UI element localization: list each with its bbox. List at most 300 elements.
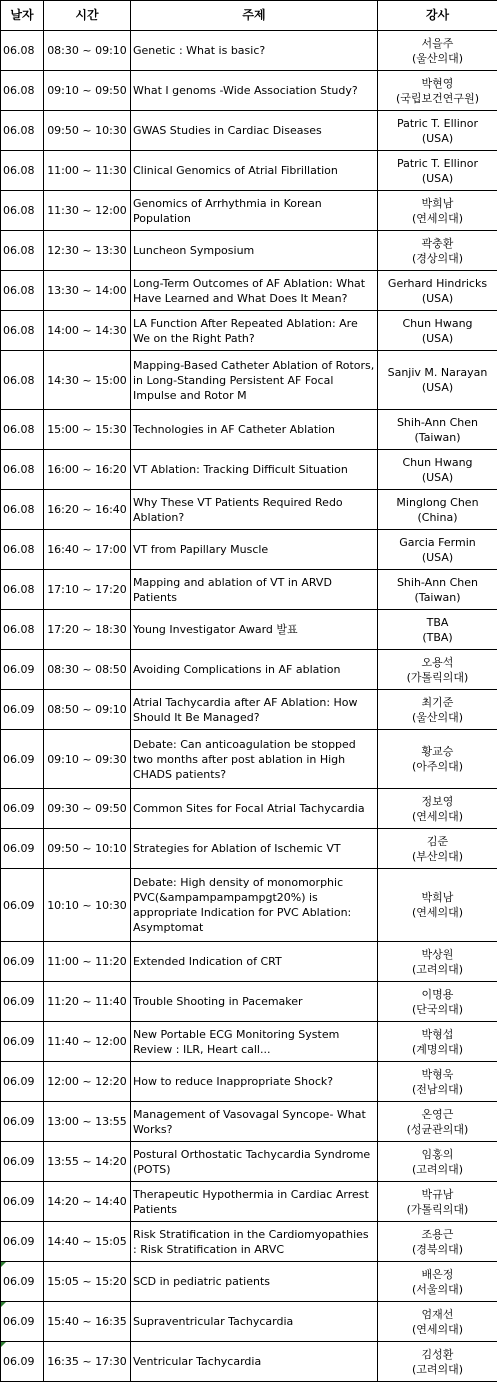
session-time [44, 1182, 131, 1222]
table-row [1, 1302, 497, 1342]
session-time [44, 231, 131, 271]
session-time [44, 71, 131, 111]
session-topic-text: New Portable ECG Monitoring System Review : ILR, Heart call... [133, 1028, 339, 1056]
session-date [1, 31, 44, 71]
session-time [44, 311, 131, 351]
speaker-name: 박형섭 [380, 1027, 495, 1042]
session-time [44, 1022, 131, 1062]
speaker-name: 황교승 [380, 744, 495, 759]
session-topic [131, 690, 378, 730]
session-time-text: 16:20 ~ 16:40 [47, 503, 127, 516]
speaker-name: Garcia Fermin [380, 535, 495, 550]
session-topic [131, 1342, 378, 1382]
speaker-affiliation: (연세의대) [380, 211, 495, 226]
session-speaker [378, 450, 497, 490]
session-topic [131, 1102, 378, 1142]
session-date-text: 06.09 [3, 753, 35, 766]
table-row [1, 570, 497, 610]
session-topic [131, 31, 378, 71]
comment-flag-icon [1, 1342, 6, 1347]
session-time [44, 111, 131, 151]
session-topic [131, 351, 378, 410]
session-speaker [378, 1222, 497, 1262]
session-date-text: 06.08 [3, 503, 35, 516]
speaker-name: Gerhard Hindricks [380, 276, 495, 291]
session-date-text: 06.09 [3, 1075, 35, 1088]
session-topic [131, 1062, 378, 1102]
table-row [1, 530, 497, 570]
session-time-text: 09:10 ~ 09:30 [47, 753, 127, 766]
session-date-text: 06.08 [3, 583, 35, 596]
session-time-text: 08:30 ~ 08:50 [47, 663, 127, 676]
session-date [1, 1022, 44, 1062]
speaker-name: 박현영 [380, 76, 495, 91]
session-topic [131, 490, 378, 530]
session-speaker [378, 490, 497, 530]
session-topic-text: Mapping-Based Catheter Ablation of Rotors, in Long-Standing Persistent AF Focal Impulse and Rotor M [133, 359, 374, 402]
speaker-name: 곽충환 [380, 236, 495, 251]
session-time-text: 11:00 ~ 11:20 [47, 955, 127, 968]
session-time [44, 982, 131, 1022]
table-row [1, 351, 497, 410]
session-time-text: 15:40 ~ 16:35 [47, 1315, 127, 1328]
table-row [1, 151, 497, 191]
header-row [1, 1, 497, 31]
session-time [44, 1342, 131, 1382]
speaker-name: 김성환 [380, 1347, 495, 1362]
table-row [1, 271, 497, 311]
session-time-text: 08:50 ~ 09:10 [47, 703, 127, 716]
session-topic [131, 191, 378, 231]
session-speaker [378, 1062, 497, 1102]
speaker-name: 박형욱 [380, 1067, 495, 1082]
speaker-affiliation: (고려의대) [380, 1362, 495, 1377]
speaker-affiliation: (TBA) [380, 630, 495, 645]
session-time [44, 410, 131, 450]
session-topic-text: What I genoms -Wide Association Study? [133, 84, 358, 97]
session-date-text: 06.09 [3, 1275, 35, 1288]
session-topic [131, 1222, 378, 1262]
session-date [1, 1142, 44, 1182]
session-date-text: 06.09 [3, 1235, 35, 1248]
session-time [44, 1142, 131, 1182]
session-date [1, 730, 44, 789]
session-time [44, 1062, 131, 1102]
session-time [44, 490, 131, 530]
session-date [1, 231, 44, 271]
header-speaker: 강사 [378, 1, 497, 31]
speaker-name: 임홍의 [380, 1147, 495, 1162]
session-speaker [378, 71, 497, 111]
speaker-name: 이명용 [380, 987, 495, 1002]
session-date-text: 06.08 [3, 164, 35, 177]
session-date [1, 982, 44, 1022]
speaker-name: 박희남 [380, 890, 495, 905]
speaker-affiliation: (성균관의대) [380, 1122, 495, 1137]
session-topic [131, 111, 378, 151]
session-speaker [378, 1102, 497, 1142]
session-date-text: 06.08 [3, 623, 35, 636]
speaker-name: 박상원 [380, 947, 495, 962]
session-date-text: 06.09 [3, 1115, 35, 1128]
session-time-text: 13:00 ~ 13:55 [47, 1115, 127, 1128]
speaker-affiliation: (USA) [380, 291, 495, 306]
table-row [1, 450, 497, 490]
session-speaker [378, 231, 497, 271]
session-time-text: 11:30 ~ 12:00 [47, 204, 127, 217]
session-topic-text: Trouble Shooting in Pacemaker [133, 995, 303, 1008]
session-date [1, 829, 44, 869]
speaker-name: 정보영 [380, 794, 495, 809]
session-time-text: 13:30 ~ 14:00 [47, 284, 127, 297]
session-topic-text: Supraventricular Tachycardia [133, 1315, 293, 1328]
session-date-text: 06.08 [3, 324, 35, 337]
speaker-name: 오용석 [380, 655, 495, 670]
session-time [44, 1302, 131, 1342]
table-row [1, 231, 497, 271]
session-time-text: 14:00 ~ 14:30 [47, 324, 127, 337]
speaker-affiliation: (아주의대) [380, 759, 495, 774]
session-date [1, 490, 44, 530]
session-time [44, 191, 131, 231]
session-topic-text: Long-Term Outcomes of AF Ablation: What Have Learned and What Does It Mean? [133, 277, 365, 305]
session-time [44, 1222, 131, 1262]
session-topic-text: LA Function After Repeated Ablation: Are We on the Right Path? [133, 317, 358, 345]
session-date [1, 111, 44, 151]
session-date [1, 610, 44, 650]
speaker-name: 엄재선 [380, 1307, 495, 1322]
session-time-text: 17:20 ~ 18:30 [47, 623, 127, 636]
session-date [1, 690, 44, 730]
session-date-text: 06.09 [3, 899, 35, 912]
session-topic-text: Atrial Tachycardia after AF Ablation: How Should It Be Managed? [133, 696, 358, 724]
table-row [1, 610, 497, 650]
session-topic-text: Common Sites for Focal Atrial Tachycardia [133, 802, 365, 815]
session-date-text: 06.09 [3, 1155, 35, 1168]
session-speaker [378, 191, 497, 231]
session-speaker [378, 311, 497, 351]
table-row [1, 869, 497, 942]
session-time [44, 530, 131, 570]
session-speaker [378, 570, 497, 610]
speaker-name: Patric T. Ellinor [380, 116, 495, 131]
session-time-text: 11:00 ~ 11:30 [47, 164, 127, 177]
session-date [1, 271, 44, 311]
session-topic [131, 151, 378, 191]
table-row [1, 111, 497, 151]
session-time [44, 829, 131, 869]
session-speaker [378, 869, 497, 942]
session-topic-text: Debate: Can anticoagulation be stopped two months after post ablation in High CHADS patients? [133, 738, 356, 781]
session-date-text: 06.08 [3, 463, 35, 476]
session-time-text: 16:35 ~ 17:30 [47, 1355, 127, 1368]
session-date-text: 06.09 [3, 995, 35, 1008]
speaker-name: Patric T. Ellinor [380, 156, 495, 171]
session-time [44, 730, 131, 789]
speaker-affiliation: (울산의대) [380, 710, 495, 725]
session-date [1, 1302, 44, 1342]
session-date-text: 06.09 [3, 1195, 35, 1208]
session-time [44, 271, 131, 311]
session-topic-text: Management of Vasovagal Syncope- What Works? [133, 1108, 366, 1136]
speaker-name: Minglong Chen [380, 495, 495, 510]
session-topic-text: Luncheon Symposium [133, 244, 254, 257]
session-time-text: 13:55 ~ 14:20 [47, 1155, 127, 1168]
session-topic [131, 942, 378, 982]
table-row [1, 942, 497, 982]
session-date-text: 06.08 [3, 284, 35, 297]
header-topic: 주제 [131, 1, 378, 31]
table-row [1, 1102, 497, 1142]
session-topic-text: Risk Stratification in the Cardiomyopathies : Risk Stratification in ARVC [133, 1228, 369, 1256]
speaker-affiliation: (고려의대) [380, 962, 495, 977]
session-speaker [378, 610, 497, 650]
session-speaker [378, 1262, 497, 1302]
session-speaker [378, 650, 497, 690]
session-topic [131, 570, 378, 610]
session-topic [131, 1022, 378, 1062]
table-row [1, 1022, 497, 1062]
speaker-affiliation: (USA) [380, 380, 495, 395]
speaker-affiliation: (USA) [380, 171, 495, 186]
table-row [1, 650, 497, 690]
session-date [1, 1222, 44, 1262]
session-date [1, 650, 44, 690]
session-topic [131, 610, 378, 650]
session-topic [131, 869, 378, 942]
session-date [1, 1062, 44, 1102]
table-row [1, 1342, 497, 1382]
session-date [1, 191, 44, 231]
session-time [44, 650, 131, 690]
speaker-affiliation: (가톨릭의대) [380, 1202, 495, 1217]
session-speaker [378, 1142, 497, 1182]
session-date [1, 351, 44, 410]
session-speaker [378, 1022, 497, 1062]
session-topic-text: Mapping and ablation of VT in ARVD Patients [133, 576, 332, 604]
session-time-text: 08:30 ~ 09:10 [47, 44, 127, 57]
session-date-text: 06.08 [3, 423, 35, 436]
session-time-text: 14:40 ~ 15:05 [47, 1235, 127, 1248]
session-time-text: 09:50 ~ 10:10 [47, 842, 127, 855]
table-row [1, 1142, 497, 1182]
speaker-name: Chun Hwang [380, 455, 495, 470]
speaker-affiliation: (국립보건연구원) [380, 91, 495, 106]
session-time-text: 16:00 ~ 16:20 [47, 463, 127, 476]
session-time-text: 09:30 ~ 09:50 [47, 802, 127, 815]
session-topic [131, 231, 378, 271]
table-row [1, 490, 497, 530]
speaker-affiliation: (경북의대) [380, 1242, 495, 1257]
session-time [44, 1102, 131, 1142]
session-time-text: 16:40 ~ 17:00 [47, 543, 127, 556]
speaker-affiliation: (가톨릭의대) [380, 670, 495, 685]
table-row [1, 1182, 497, 1222]
session-time-text: 14:20 ~ 14:40 [47, 1195, 127, 1208]
speaker-affiliation: (부산의대) [380, 849, 495, 864]
session-date-text: 06.09 [3, 802, 35, 815]
session-topic-text: Debate: High density of monomorphic PVC(&ampampampampgt20%) is appropriate Indication for PVC Ablation: Asymptomat [133, 876, 351, 934]
session-date-text: 06.09 [3, 955, 35, 968]
session-topic [131, 1182, 378, 1222]
session-time [44, 942, 131, 982]
session-topic-text: Technologies in AF Catheter Ablation [133, 423, 335, 436]
session-date-text: 06.08 [3, 84, 35, 97]
speaker-affiliation: (고려의대) [380, 1162, 495, 1177]
session-topic [131, 982, 378, 1022]
session-time [44, 610, 131, 650]
session-topic-text: SCD in pediatric patients [133, 1275, 270, 1288]
session-date [1, 530, 44, 570]
session-speaker [378, 410, 497, 450]
table-row [1, 71, 497, 111]
session-date [1, 450, 44, 490]
speaker-name: 조용근 [380, 1227, 495, 1242]
table-row [1, 410, 497, 450]
table-row [1, 1262, 497, 1302]
session-date [1, 151, 44, 191]
speaker-affiliation: (Taiwan) [380, 590, 495, 605]
table-row [1, 1062, 497, 1102]
speaker-name: 최기준 [380, 695, 495, 710]
session-speaker [378, 982, 497, 1022]
session-topic-text: Genetic : What is basic? [133, 44, 265, 57]
speaker-name: 서을주 [380, 36, 495, 51]
session-topic-text: Clinical Genomics of Atrial Fibrillation [133, 164, 338, 177]
table-header [1, 1, 497, 31]
session-date-text: 06.08 [3, 204, 35, 217]
session-speaker [378, 1182, 497, 1222]
speaker-affiliation: (연세의대) [380, 905, 495, 920]
session-time-text: 12:00 ~ 12:20 [47, 1075, 127, 1088]
speaker-affiliation: (단국의대) [380, 1002, 495, 1017]
session-date [1, 311, 44, 351]
speaker-affiliation: (USA) [380, 331, 495, 346]
session-date-text: 06.08 [3, 124, 35, 137]
session-topic [131, 271, 378, 311]
comment-flag-icon [1, 1302, 6, 1307]
header-date: 날자 [1, 1, 44, 31]
session-topic-text: Extended Indication of CRT [133, 955, 282, 968]
session-speaker [378, 690, 497, 730]
table-row [1, 982, 497, 1022]
session-topic-text: Therapeutic Hypothermia in Cardiac Arrest Patients [133, 1188, 369, 1216]
session-topic-text: VT from Papillary Muscle [133, 543, 268, 556]
session-time-text: 11:40 ~ 12:00 [47, 1035, 127, 1048]
session-date-text: 06.09 [3, 1035, 35, 1048]
session-topic-text: Strategies for Ablation of Ischemic VT [133, 842, 341, 855]
session-time-text: 09:10 ~ 09:50 [47, 84, 127, 97]
session-speaker [378, 730, 497, 789]
session-time [44, 31, 131, 71]
session-time [44, 869, 131, 942]
session-time [44, 450, 131, 490]
speaker-name: 김준 [380, 834, 495, 849]
table-row [1, 690, 497, 730]
session-topic-text: Avoiding Complications in AF ablation [133, 663, 340, 676]
speaker-affiliation: (전남의대) [380, 1082, 495, 1097]
speaker-name: 박희남 [380, 196, 495, 211]
session-topic [131, 829, 378, 869]
session-date [1, 942, 44, 982]
session-date-text: 06.08 [3, 244, 35, 257]
speaker-affiliation: (USA) [380, 470, 495, 485]
session-time [44, 151, 131, 191]
table-row [1, 1222, 497, 1262]
session-topic [131, 530, 378, 570]
session-topic [131, 789, 378, 829]
session-date [1, 869, 44, 942]
session-topic [131, 410, 378, 450]
session-speaker [378, 31, 497, 71]
table-row [1, 311, 497, 351]
session-date [1, 1102, 44, 1142]
speaker-affiliation: (USA) [380, 550, 495, 565]
session-speaker [378, 942, 497, 982]
session-date-text: 06.09 [3, 1315, 35, 1328]
speaker-name: 온영근 [380, 1107, 495, 1122]
session-date-text: 06.08 [3, 44, 35, 57]
session-date-text: 06.09 [3, 663, 35, 676]
session-topic [131, 650, 378, 690]
table-row [1, 730, 497, 789]
session-time-text: 12:30 ~ 13:30 [47, 244, 127, 257]
speaker-name: Shih-Ann Chen [380, 415, 495, 430]
session-date [1, 789, 44, 829]
session-time [44, 351, 131, 410]
session-topic-text: Young Investigator Award 발표 [133, 623, 298, 636]
session-time-text: 14:30 ~ 15:00 [47, 374, 127, 387]
session-topic [131, 1142, 378, 1182]
session-time-text: 11:20 ~ 11:40 [47, 995, 127, 1008]
speaker-affiliation: (China) [380, 510, 495, 525]
session-topic [131, 311, 378, 351]
session-topic [131, 1302, 378, 1342]
speaker-affiliation: (연세의대) [380, 1322, 495, 1337]
session-topic [131, 730, 378, 789]
session-speaker [378, 351, 497, 410]
session-time-text: 09:50 ~ 10:30 [47, 124, 127, 137]
speaker-affiliation: (계명의대) [380, 1042, 495, 1057]
session-date-text: 06.09 [3, 703, 35, 716]
table-row [1, 789, 497, 829]
session-time [44, 570, 131, 610]
session-time [44, 789, 131, 829]
session-speaker [378, 530, 497, 570]
session-topic-text: Ventricular Tachycardia [133, 1355, 261, 1368]
session-speaker [378, 1302, 497, 1342]
session-topic [131, 71, 378, 111]
session-topic-text: Postural Orthostatic Tachycardia Syndrome (POTS) [133, 1148, 370, 1176]
speaker-name: Chun Hwang [380, 316, 495, 331]
speaker-name: Shih-Ann Chen [380, 575, 495, 590]
session-date-text: 06.09 [3, 1355, 35, 1368]
speaker-name: 박규남 [380, 1187, 495, 1202]
session-speaker [378, 271, 497, 311]
session-speaker [378, 1342, 497, 1382]
speaker-affiliation: (연세의대) [380, 809, 495, 824]
session-topic-text: How to reduce Inappropriate Shock? [133, 1075, 333, 1088]
session-topic [131, 1262, 378, 1302]
table-row [1, 829, 497, 869]
session-speaker [378, 111, 497, 151]
session-date-text: 06.08 [3, 543, 35, 556]
session-topic-text: VT Ablation: Tracking Difficult Situation [133, 463, 348, 476]
session-time-text: 17:10 ~ 17:20 [47, 583, 127, 596]
header-time: 시간 [44, 1, 131, 31]
session-date-text: 06.09 [3, 842, 35, 855]
session-topic-text: Genomics of Arrhythmia in Korean Population [133, 197, 322, 225]
